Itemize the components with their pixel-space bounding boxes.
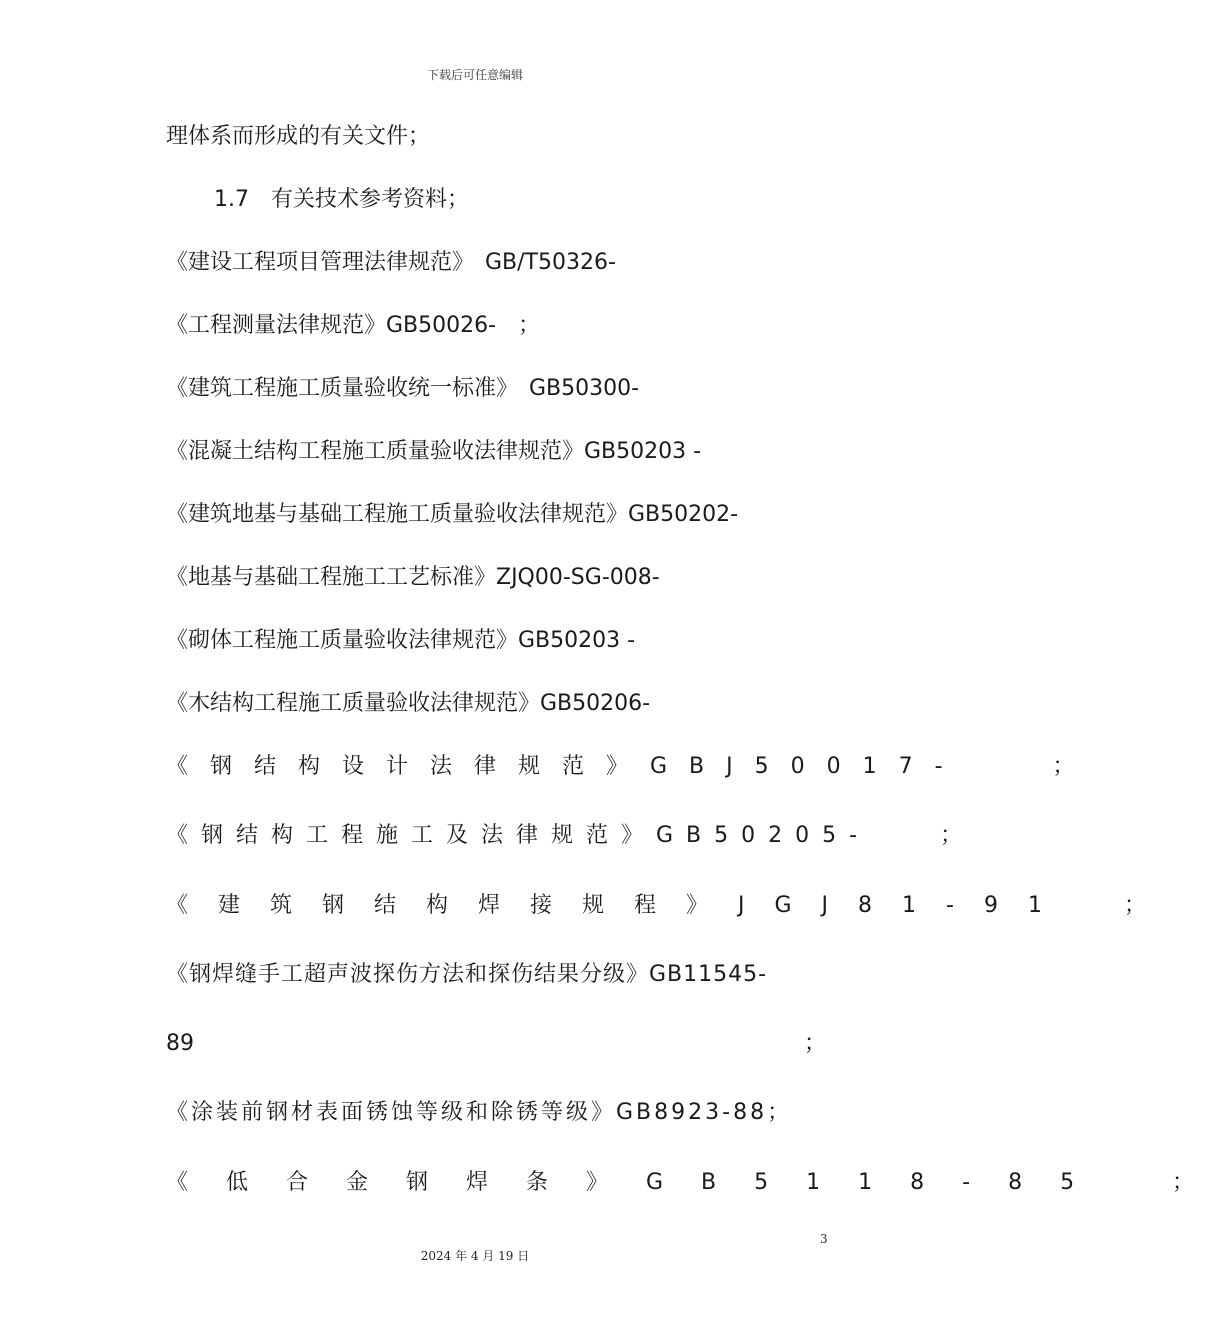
reference-2: 《工程测量法律规范》GB50026- ； [166,313,541,338]
reference-4: 《混凝土结构工程施工质量验收法律规范》GB50203 - [166,439,702,464]
reference-12: 《钢焊缝手工超声波探伤方法和探伤结果分级》GB11545- [166,962,768,987]
section-heading: 1.7 有关技术参考资料； [214,187,469,212]
reference-5: 《建筑地基与基础工程施工质量验收法律规范》GB50202- [166,502,739,527]
reference-7: 《砌体工程施工质量验收法律规范》GB50203 - [166,628,636,653]
reference-3: 《建筑工程施工质量验收统一标准》 GB50300- [166,376,640,401]
reference-10: 《钢结构工程施工及法律规范》GB50205- ； [166,823,976,848]
reference-6: 《地基与基础工程施工工艺标准》ZJQ00-SG-008- [166,565,660,590]
text-line-1: 理体系而形成的有关文件； [166,124,431,149]
reference-8: 《木结构工程施工质量验收法律规范》GB50206- [166,691,651,716]
reference-12-semicolon: ； [804,1031,827,1056]
reference-9: 《钢结构设计法律规范》GBJ50017- ； [166,754,1097,779]
reference-12-continued: 89 [166,1031,194,1056]
page-footer-date: 2024 年 4 月 19 日 [420,1249,530,1263]
page-number: 3 [820,1232,828,1246]
reference-14: 《低合金钢焊条》GB5118-85 ； [166,1170,1232,1195]
reference-13: 《涂装前钢材表面锈蚀等级和除锈等级》GB8923-88； [166,1100,793,1125]
reference-11: 《建筑钢结构焊接规程》JGJ81-91 ； [166,893,1176,918]
page-header: 下载后可任意编辑 [426,68,523,82]
reference-1: 《建设工程项目管理法律规范》 GB/T50326- [166,250,616,275]
